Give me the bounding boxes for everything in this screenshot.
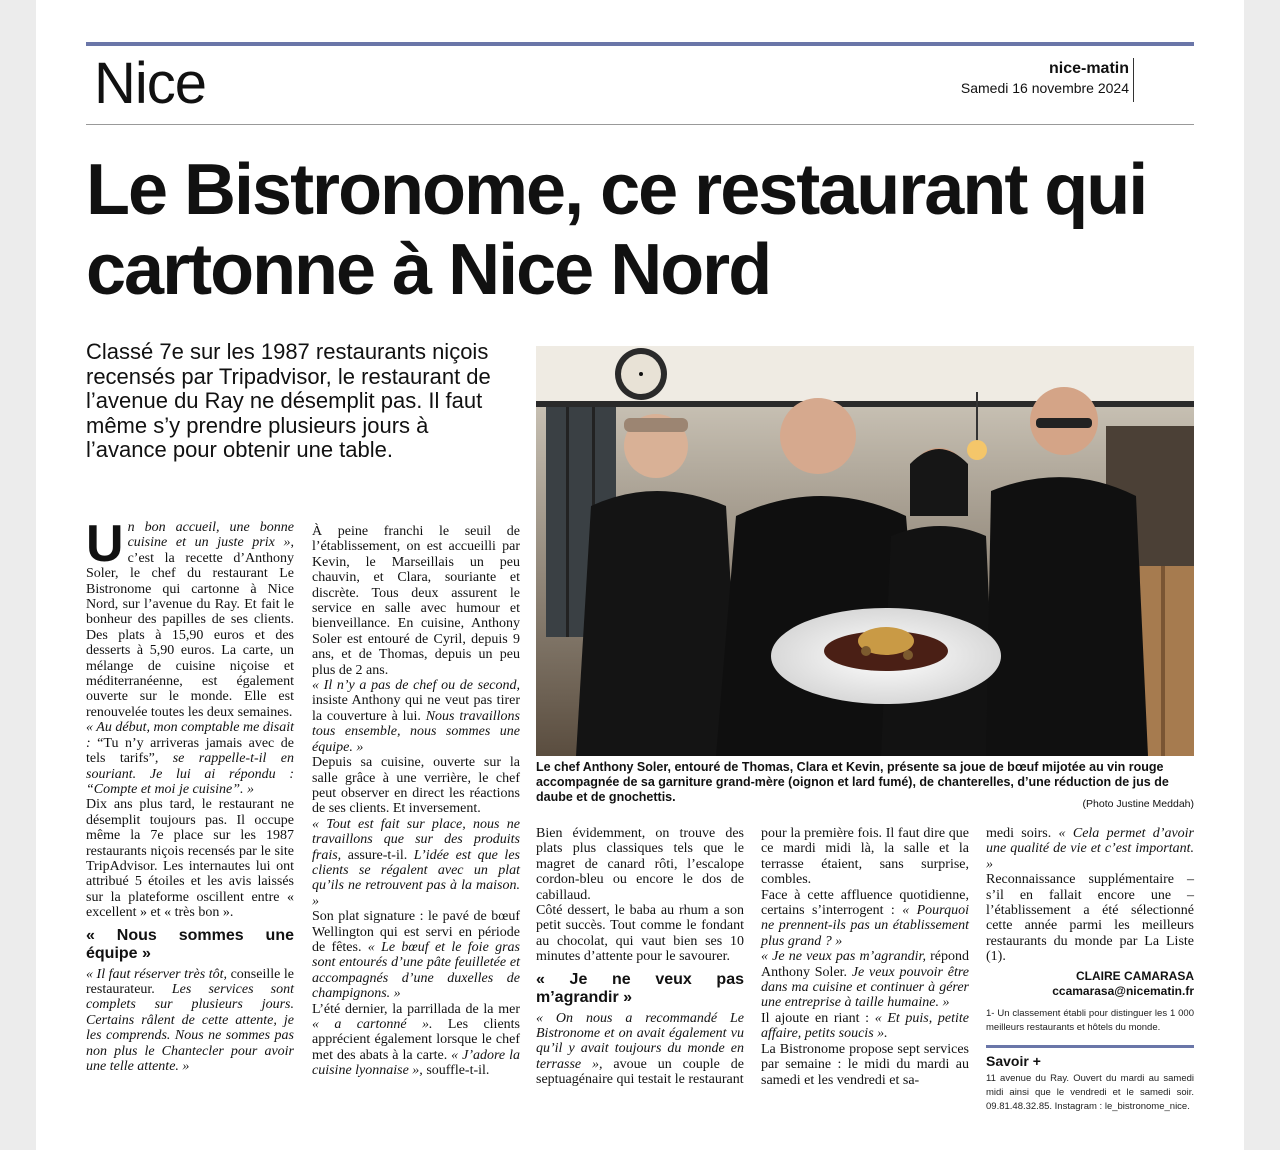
subheading: « Nous sommes une équipe » [86, 926, 294, 962]
paragraph: « Il n’y a pas de chef ou de second, insiste Anthony qui ne veut pas tirer la couverture à lui. Nous travaillons tous ensemble, nous sommes une équipe. » [312, 678, 520, 755]
paragraph: L’été dernier, la parrillada de la mer « a cartonné ». Les clients apprécient également lorsque le chef met des abats à la carte. « J’adore la cuisine lyonnaise », souffle-t-il. [312, 1001, 520, 1079]
article-column-4 [761, 826, 969, 1088]
savoir-plus-title: Savoir + [986, 1053, 1041, 1070]
paragraph: Côté dessert, le baba au rhum a son petit succès. Tout comme le fondant au chocolat, qui vaut bien ses 10 minutes d’attente pour le savourer. [536, 903, 744, 965]
article-column-5 [986, 826, 1194, 1114]
paragraph: « Il faut réserver très tôt, conseille le restaurateur. Les services sont complets sur plusieurs jours. Certains râlent de cette attente, je les comprends. Nous ne sommes pas non plus le Chantecler pour avoir une telle attente. » [86, 966, 294, 1074]
drop-cap: U [86, 515, 124, 573]
paragraph: « Je ne veux pas m’agrandir, répond Anthony Soler. Je veux pouvoir être dans ma cuisine et continuer à gérer une entreprise à taille humaine. » [761, 949, 970, 1011]
subheading: « Je ne veux pas m’agrandir » [536, 970, 744, 1006]
footnote: 1- Un classement établi pour distinguer les 1 000 meilleurs restaurants et hôtels du monde. [986, 1008, 1194, 1034]
article-column-1 [86, 515, 294, 1074]
article-photo [536, 346, 1194, 756]
article-column-3 [536, 826, 744, 1088]
paragraph: « On nous a recommandé Le Bistronome et on avait également vu qu’il y avait toujours du monde en terrasse », avoue un couple de septuagénaire qui testait le restaurant [536, 1010, 744, 1088]
section-title: Nice [94, 51, 207, 116]
paragraph: La Bistronome propose sept services par semaine : le midi du mardi au samedi et les vendredi et sa- [761, 1041, 969, 1088]
paragraph: Il ajoute en riant : « Et puis, petite affaire, petits soucis ». [761, 1010, 969, 1042]
paragraph: Depuis sa cuisine, ouverte sur la salle grâce à une verrière, le chef peut observer en direct les réactions de ses clients. Et inversement. [312, 755, 520, 817]
paragraph: Face à cette affluence quotidienne, certains s’interrogent : « Pourquoi ne prennent-ils pas un établissement plus grand ? » [761, 887, 970, 949]
photo-caption: Le chef Anthony Soler, entouré de Thomas, Clara et Kevin, présente sa joue de bœuf mijotée au vin rouge accompagnée de sa garniture grand-mère (oignon et lard fumé), de chanterelles, d’une réduction de jus de daube et de gnochettis. [536, 760, 1169, 804]
paragraph: « Au début, mon comptable me disait : “Tu n’y arriveras jamais avec de tels tarifs”, se rappelle-t-il en souriant. Je lui ai répondu : “Compte et moi je cuisine”. » [86, 720, 294, 797]
article-headline: Le Bistronome, ce restaurant qui cartonne à Nice Nord [86, 150, 1147, 310]
savoir-plus-text: 11 avenue du Ray. Ouvert du mardi au samedi midi ainsi que le vendredi et le samedi soir. 09.81.48.32.85. Instagram : le_bistronome_nice. [986, 1072, 1194, 1112]
paragraph: Bien évidemment, on trouve des plats plus classiques tels que le magret de canard rôti, l’escalope cordon-bleu ou encore le dos de cabillaud. [536, 826, 744, 903]
newspaper-brand: nice-matin [1048, 60, 1129, 77]
team-photo-illustration [536, 346, 1194, 756]
newspaper-page [36, 0, 1244, 1150]
top-accent-rule [86, 42, 1194, 46]
paragraph: Reconnaissance supplémentaire – s’il en fallait encore une – l’établissement a été sélectionné cette année parmi les meilleurs restaurants du monde par La Liste (1). [986, 872, 1194, 965]
article-column-2 [312, 524, 520, 1079]
issue-date: Samedi 16 novembre 2024 [960, 80, 1129, 96]
savoir-plus-rule [986, 1045, 1194, 1048]
photo-credit: (Photo Justine Meddah) [1082, 798, 1194, 810]
author-name: CLAIRE CAMARASA [1076, 968, 1194, 983]
paragraph: Un bon accueil, une bonne cuisine et un juste prix », c’est la recette d’Anthony Soler, le chef du restaurant Le Bistronome qui cartonne à Nice Nord, sur l’avenue du Ray. Et fait le bonheur des papilles de ses clients. Des plats à 15,90 euros et des desserts à 5,90 euros. La carte, un mélange de cuisine niçoise et méditerranéenne, est également ouverte sur le monde. Elle est renouvelée toutes les deux semaines. [86, 515, 294, 720]
section-divider [86, 124, 1194, 125]
masthead-divider [1133, 58, 1134, 102]
paragraph: medi soirs. « Cela permet d’avoir une qualité de vie et c’est important. » [986, 826, 1194, 872]
masthead [961, 60, 1129, 98]
paragraph: À peine franchi le seuil de l’établissement, on est accueilli par Kevin, le Marseillais un peu chauvin, et Clara, souriante et discrète. Tous deux assurent le service en salle avec humour et bienveillance. En cuisine, Anthony Soler est entouré de Cyril, depuis 9 ans, et de Thomas, depuis un peu plus de 2 ans. [312, 524, 520, 678]
paragraph: « Tout est fait sur place, nous ne travaillons que sur des produits frais, assure-t-il. L’idée est que les clients se régalent avec un plat qu’ils ne retrouvent pas à la maison. » [312, 816, 520, 909]
paragraph: Son plat signature : le pavé de bœuf Wellington qui est servi en période de fêtes. « Le bœuf et le foie gras sont entourés d’une pâte feuilletée et accompagnés d’une duxelles de champignons. » [312, 909, 520, 1002]
paragraph: Dix ans plus tard, le restaurant ne désemplit toujours pas. Il occupe même la 7e place sur les 1987 restaurants niçois recensés par le site TripAdvisor. Les internautes lui ont attribué 5 étoiles et les avis laissés sur la plateforme oscillent entre « excellent » et « très bon ». [86, 797, 294, 921]
author-email: ccamarasa@nicematin.fr [1052, 984, 1194, 999]
paragraph: pour la première fois. Il faut dire que ce mardi midi là, la salle et la terrasse étaient, sans surprise, combles. [761, 826, 969, 888]
article-lead: Classé 7e sur les 1987 restaurants niçois recensés par Tripadvisor, le restaurant de l’avenue du Ray ne désemplit pas. Il faut même s’y prendre plusieurs jours à l’avance pour obtenir une table. [86, 339, 491, 462]
